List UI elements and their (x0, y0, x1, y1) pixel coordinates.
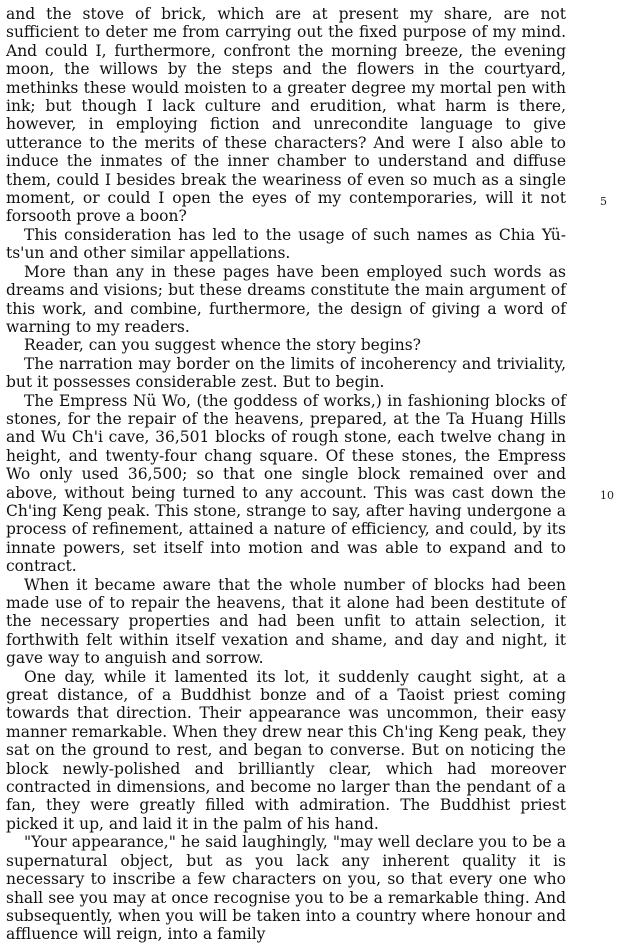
paragraph-5: The narration may border on the limits of incoherency and triviality, but it possesses considerable zest. But to begin. (6, 354, 566, 392)
paragraph-1: and the stove of brick, which are at present my share, are not sufficient to deter me from carrying out the fixed purpose of my mind. And could I, furthermore, confront the morning breeze, the evening moon, the willows by the steps and the flowers in the courtyard, methinks these would moisten to a greater degree my mortal pen with ink; but though I lack culture and erudition, what harm is there, however, in employing fiction and unrecondite language to give utterance to the merits of these characters? And were I also able to induce the inmates of the inner chamber to understand and diffuse them, could I besides break the weariness of even so much as a single moment, or could I open the eyes of my contemporaries, will it not forsooth prove a boon? (6, 5, 566, 226)
paragraph-9: "Your appearance," he said laughingly, "may well declare you to be a supernatural object, but as you lack any inherent quality it is necessary to inscribe a few characters on you, so that every one who shall see you may at once recognise you to be a remarkable thing. And subsequently, when you will be taken into a country where honour and affluence will reign, into a family (6, 833, 566, 944)
paragraph-2: This consideration has led to the usage of such names as Chia Yü-ts'un and other similar appellations. (6, 225, 566, 263)
line-number-10: 10 (600, 489, 614, 502)
paragraph-8: One day, while it lamented its lot, it suddenly caught sight, at a great distance, of a Buddhist bonze and of a Taoist priest coming towards that direction. Their appearance was uncommon, their easy manner remarkable. When they drew near this Ch'ing Keng peak, they sat on the ground to rest, and began to converse. But on noticing the block newly-polished and brilliantly clear, which had moreover contracted in dimensions, and become no larger than the pendant of a fan, they were greatly filled with admiration. The Buddhist priest picked it up, and laid it in the palm of his hand. (6, 667, 566, 833)
paragraph-7: When it became aware that the whole number of blocks had been made use of to repair the heavens, that it alone had been destitute of the necessary properties and had been unfit to attain selection, it forthwith felt within itself vexation and shame, and day and night, it gave way to anguish and sorrow. (6, 575, 566, 668)
line-number-5: 5 (600, 195, 607, 208)
paragraph-4: Reader, can you suggest whence the story begins? (24, 336, 421, 355)
paragraph-6: The Empress Nü Wo, (the goddess of works,) in fashioning blocks of stones, for the repair of the heavens, prepared, at the Ta Huang Hills and Wu Ch'i cave, 36,501 blocks of rough stone, each twelve chang in height, and twenty-four chang square. Of these stones, the Empress Wo only used 36,500; so that one single block remained over and above, without being turned to any account. This was cast down the Ch'ing Keng peak. This stone, strange to say, after having undergone a process of refinement, attained a nature of efficiency, and could, by its innate powers, set itself into motion and was able to expand and to contract. (6, 391, 566, 576)
text-body (6, 5, 566, 944)
paragraph-3: More than any in these pages have been employed such words as dreams and visions; but these dreams constitute the main argument of this work, and combine, furthermore, the design of giving a word of warning to my readers. (6, 262, 566, 336)
